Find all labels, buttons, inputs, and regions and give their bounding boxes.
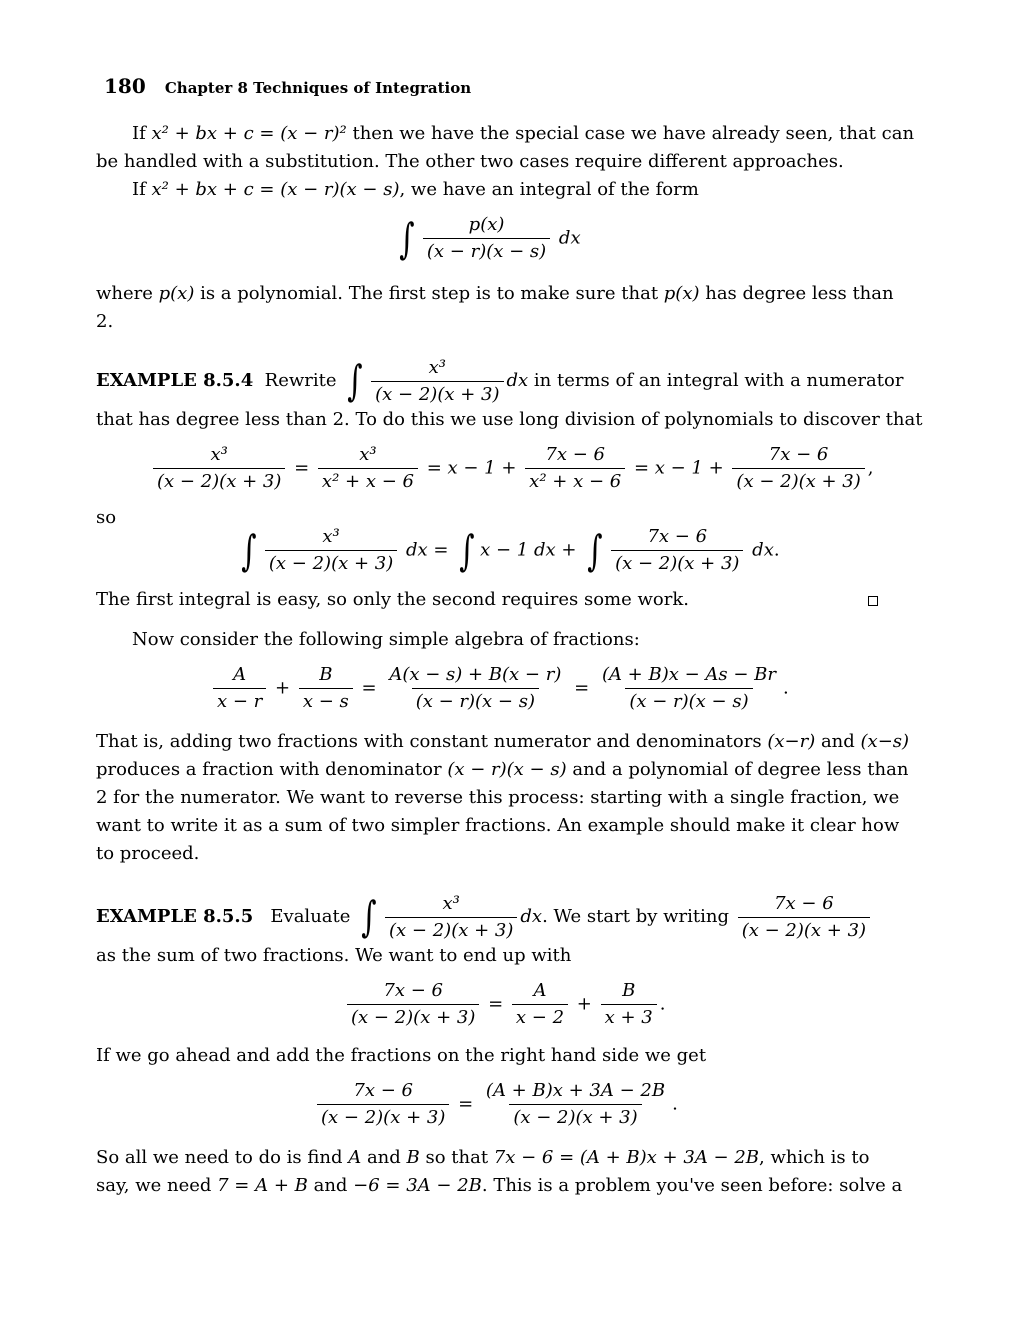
example-8-5-4: EXAMPLE 8.5.4 Rewrite ∫ $\frac{\text{x³}}{(x - 2)(x + 3)}$ dx in terms of an integral with a numerator xyxy=(96,356,904,405)
paragraph-line: say, we need 7 = A + B and −6 = 3A − 2B. This is a problem you've seen before: solve a xyxy=(96,1175,903,1196)
display-equation: $\frac{\text{x³}}{(x - 2)(x + 3)}$ = $\frac{\text{x³}}{\text{x² + x − 6}}$ = x − 1 + $\frac{7x - 6}{\text{x² + x − 6}}$ = x − 1 + $\frac{7x - 6}{(x - 2)(x + 3)}$ , xyxy=(150,444,874,493)
paragraph-line: So all we need to do is find A and B so that 7x − 6 = (A + B)x + 3A − 2B, which is to xyxy=(96,1147,870,1168)
paragraph-line: produces a fraction with denominator (x − r)(x − s) and a polynomial of degree less than xyxy=(96,759,909,780)
paragraph-line: be handled with a substitution. The other two cases require different approaches. xyxy=(96,151,844,172)
paragraph-line: where p(x) is a polynomial. The first step is to make sure that p(x) has degree less than xyxy=(96,283,894,304)
paragraph-line: The first integral is easy, so only the second requires some work. xyxy=(96,589,689,610)
paragraph-line: If x² + bx + c = (x − r)² then we have the special case we have already seen, that can xyxy=(132,123,915,144)
end-of-proof-icon xyxy=(868,596,878,606)
page-header xyxy=(104,74,471,98)
paragraph-line: want to write it as a sum of two simpler fractions. An example should make it clear how xyxy=(96,815,900,836)
paragraph-line: 2 for the numerator. We want to reverse this process: starting with a single fraction, we xyxy=(96,787,900,808)
paragraph-line: that has degree less than 2. To do this we use long division of polynomials to discover that xyxy=(96,409,923,430)
chapter-title: Chapter 8 Techniques of Integration xyxy=(164,79,472,97)
paragraph-line: That is, adding two fractions with constant numerator and denominators (x−r) and (x−s) xyxy=(96,731,910,752)
paragraph-line: as the sum of two fractions. We want to end up with xyxy=(96,945,572,966)
display-equation: $\frac{A}{x - r}$ + $\frac{B}{x - s}$ = $\frac{A(x - s) + B(x - r)}{(x - r)(x - s)}$ = $\frac{(A + B)x - As - Br}{(x - r)(x - s)}$ . xyxy=(210,664,789,713)
paragraph-line: to proceed. xyxy=(96,843,200,864)
example-8-5-5: EXAMPLE 8.5.5 Evaluate ∫ $\frac{\text{x³}}{(x - 2)(x + 3)}$ dx. We start by writing $\frac{7x - 6}{(x - 2)(x + 3)}$ xyxy=(96,890,873,944)
page-number: 180 xyxy=(104,74,146,98)
example-label: EXAMPLE 8.5.5 xyxy=(96,906,254,927)
display-equation: ∫ $\frac{p(x)}{(x - r)(x - s)}$ dx xyxy=(399,214,581,263)
display-equation: $\frac{7x - 6}{(x - 2)(x + 3)}$ = $\frac{A}{x - 2}$ + $\frac{B}{x + 3}$ . xyxy=(344,980,666,1029)
display-equation: $\frac{7x - 6}{(x - 2)(x + 3)}$ = $\frac{(A + B)x + 3A - 2B}{(x - 2)(x + 3)}$ . xyxy=(314,1080,678,1129)
paragraph-line: 2. xyxy=(96,311,114,332)
paragraph-line: so xyxy=(96,507,117,528)
paragraph-line: If we go ahead and add the fractions on the right hand side we get xyxy=(96,1045,707,1066)
example-label: EXAMPLE 8.5.4 xyxy=(96,370,254,391)
display-equation: ∫ $\frac{\text{x³}}{(x - 2)(x + 3)}$ dx = ∫ x − 1 dx + ∫ $\frac{7x - 6}{(x - 2)(x + 3)}$ dx. xyxy=(241,526,780,575)
paragraph-line: Now consider the following simple algebra of fractions: xyxy=(132,629,640,650)
paragraph-line: If x² + bx + c = (x − r)(x − s), we have an integral of the form xyxy=(132,179,699,200)
